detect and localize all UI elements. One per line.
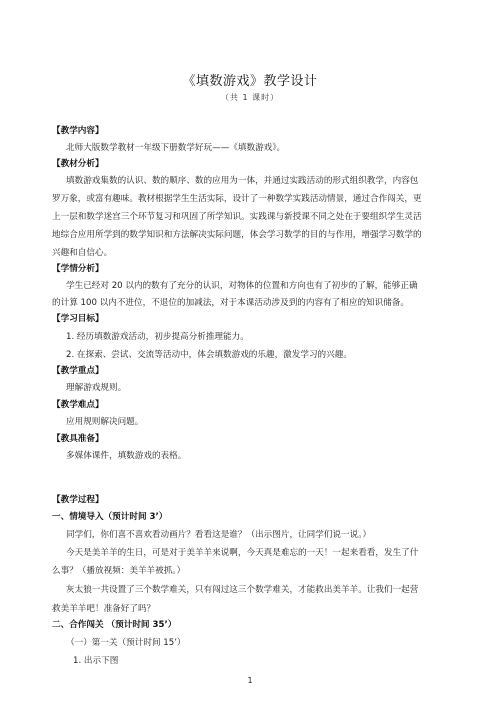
- body-line: 学生已经对 20 以内的数有了充分的认识，对物体的位置和方向也有了初步的了解，能够正确: [66, 281, 418, 291]
- body-line: 同学们，你们喜不喜欢看动画片？看看这是谁？（出示图片，让同学们说一说。）: [66, 530, 372, 540]
- body-line: 救美羊羊吧！准备好了吗？: [52, 604, 156, 614]
- body-line: 兴趣和自信心。: [52, 248, 113, 258]
- body-line: 理解游戏规则。: [66, 383, 127, 393]
- section-heading: 【学情分析】: [52, 264, 104, 274]
- body-line: （一）第一关（预计时间 15’）: [66, 638, 186, 648]
- section-heading: 一、情境导入（预计时间 3’）: [52, 512, 168, 522]
- page-number: 1: [247, 676, 253, 685]
- body-line: 地综合应用所学到的数学知识和方法解决实际问题，体会学习数学的目的与作用，增强学习数学的: [52, 230, 422, 240]
- body-line: 北师大版数学教材一年级下册数学好玩——《填数游戏》。: [66, 143, 286, 153]
- body-line: 1. 出示下图: [73, 656, 119, 666]
- body-line: 填数游戏集数的认识、数的顺序、数的应用为一体，并通过实践活动的形式组织教学，内容包: [66, 176, 419, 186]
- body-line: 罗万象，或富有趣味。教材根据学生生活实际，设计了一种数学实践活动情景，通过合作闯关，更: [52, 194, 422, 204]
- section-heading: 【教学过程】: [52, 495, 104, 505]
- section-heading: 【教学内容】: [52, 126, 104, 136]
- body-line: 的计算 100 以内不进位，不退位的加减法，对于本课活动涉及到的内容有了相应的知识储备。: [52, 298, 410, 308]
- body-line: 多媒体课件，填数游戏的表格。: [66, 451, 187, 461]
- body-line: 2. 在探索、尝试、交流等活动中，体会填数游戏的乐趣，激发学习的兴趣。: [66, 350, 352, 360]
- document-title: 《填数游戏》教学设计: [182, 74, 318, 89]
- section-heading: 【教具准备】: [52, 434, 104, 444]
- body-line: 应用规则解决问题。: [66, 417, 144, 427]
- section-heading: 二、合作闯关 （预计时间 35’）: [52, 620, 177, 630]
- section-heading: 【教材分析】: [52, 159, 104, 169]
- body-line: 灰太狼一共设置了三个数学难关，只有闯过这三个数学难关，才能救出美羊羊。让我们一起营: [66, 585, 419, 595]
- body-line: 么事？（播放视频：美羊羊被抓。）: [52, 566, 186, 576]
- body-line: 上一层和数学迷宫三个环节复习和巩固了所学知识。实践课与新授课不同之处在于要组织学生灵活: [52, 212, 422, 222]
- section-heading: 【教学难点】: [52, 400, 104, 410]
- section-heading: 【教学重点】: [52, 366, 104, 376]
- body-line: 1. 经历填数游戏活动，初步提高分析推理能力。: [66, 332, 249, 342]
- section-heading: 【学习目标】: [52, 314, 104, 324]
- body-line: 今天是美羊羊的生日，可是对于美羊羊来说啊，今天真是难忘的一天！一起来看看，发生了什: [66, 548, 419, 558]
- document-subtitle: （共 1 课时）: [220, 93, 280, 102]
